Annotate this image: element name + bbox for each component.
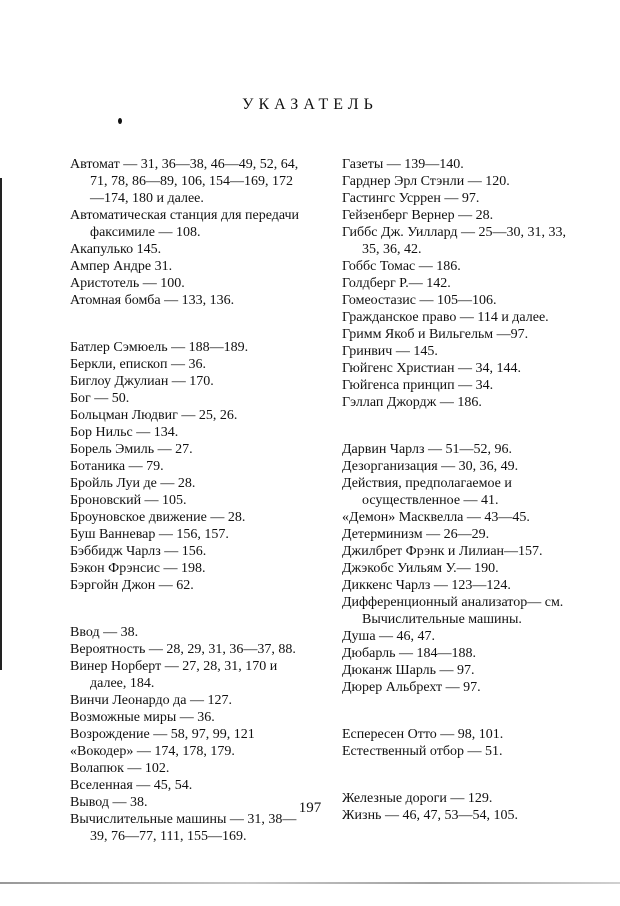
index-entry: Джилбрет Фрэнк и Лилиан—157. — [342, 544, 543, 559]
index-entry: Вычислительные машины — 31, 38—39, 76—77, 111, 155—169. — [70, 812, 297, 844]
index-entry: Гоббс Томас — 186. — [342, 259, 461, 274]
index-entry: Душа — 46, 47. — [342, 629, 436, 644]
index-entry: Дюбарль — 184—188. — [342, 646, 477, 661]
index-entry: Вывод — 38. — [70, 795, 148, 810]
index-entry: Батлер Сэмюель — 188—189. — [70, 340, 249, 355]
index-entry: Гейзенберг Вернер — 28. — [342, 208, 494, 223]
index-entry: «Демон» Масквелла — 43—45. — [342, 510, 530, 525]
index-entry: Детерминизм — 26—29. — [342, 527, 490, 542]
index-entry: Бэргойн Джон — 62. — [70, 578, 194, 593]
index-entry: Голдберг Р.— 142. — [342, 276, 451, 291]
index-entry: Бэкон Фрэнсис — 198. — [70, 561, 206, 576]
page-number: 197 — [298, 800, 322, 816]
index-group — [342, 441, 572, 696]
index-entry: Гарднер Эрл Стэнли — 120. — [342, 174, 510, 189]
index-entry: Действия, предполагаемое и осуществленное — 41. — [342, 476, 512, 508]
index-entry: Гюйгенса принцип — 34. — [342, 378, 494, 393]
group-spacer — [342, 411, 572, 441]
index-group — [70, 339, 302, 594]
index-entry: Гринвич — 145. — [342, 344, 438, 359]
index-entry: Борель Эмиль — 27. — [70, 442, 193, 457]
index-entry: Жизнь — 46, 47, 53—54, 105. — [342, 808, 518, 823]
ink-dot — [118, 118, 122, 124]
group-spacer — [342, 696, 572, 726]
index-group — [70, 156, 302, 309]
index-entry: Автоматическая станция для передачи факсимиле — 108. — [70, 208, 300, 240]
index-entry: Джэкобс Уильям У.— 190. — [342, 561, 499, 576]
index-group — [342, 156, 572, 411]
index-entry: Бор Нильс — 134. — [70, 425, 179, 440]
index-entry: Железные дороги — 129. — [342, 791, 493, 806]
index-entry: Гастингс Усррен — 97. — [342, 191, 480, 206]
page-title: УКАЗАТЕЛЬ — [242, 96, 378, 113]
index-column-right — [342, 156, 572, 824]
index-entry: Бэббидж Чарлз — 156. — [70, 544, 207, 559]
index-entry: Ввод — 38. — [70, 625, 139, 640]
index-entry: Аристотель — 100. — [70, 276, 185, 291]
index-entry: Гиббс Дж. Уиллард — 25—30, 31, 33, 35, 36, 42. — [342, 225, 567, 257]
index-entry: Ампер Андре 31. — [70, 259, 173, 274]
index-entry: Больцман Людвиг — 25, 26. — [70, 408, 238, 423]
index-entry: Гражданское право — 114 и далее. — [342, 310, 549, 325]
index-entry: Гримм Якоб и Вильгельм —97. — [342, 327, 529, 342]
index-column-left — [70, 156, 302, 845]
index-entry: Беркли, епископ — 36. — [70, 357, 207, 372]
index-group — [342, 726, 572, 760]
index-entry: Винер Норберт — 27, 28, 31, 170 и далее, 184. — [70, 659, 278, 691]
index-entry: Бройль Луи де — 28. — [70, 476, 196, 491]
index-entry: Возможные миры — 36. — [70, 710, 215, 725]
scan-edge-noise — [0, 882, 620, 884]
group-spacer — [70, 594, 302, 624]
index-entry: Винчи Леонардо да — 127. — [70, 693, 232, 708]
index-entry: Дюрер Альбрехт — 97. — [342, 680, 481, 695]
index-entry: Акапулько 145. — [70, 242, 162, 257]
group-spacer — [70, 309, 302, 339]
index-entry: Диккенс Чарлз — 123—124. — [342, 578, 511, 593]
index-entry: Гомеостазис — 105—106. — [342, 293, 497, 308]
index-entry: Дарвин Чарлз — 51—52, 96. — [342, 442, 513, 457]
scan-margin-line — [0, 178, 2, 670]
index-entry: Буш Ванневар — 156, 157. — [70, 527, 229, 542]
index-entry: «Вокодер» — 174, 178, 179. — [70, 744, 235, 759]
index-entry: Естественный отбор — 51. — [342, 744, 503, 759]
index-entry: Вселенная — 45, 54. — [70, 778, 193, 793]
index-entry: Гэллап Джордж — 186. — [342, 395, 482, 410]
index-entry: Дезорганизация — 30, 36, 49. — [342, 459, 519, 474]
index-entry: Броуновское движение — 28. — [70, 510, 246, 525]
index-entry: Газеты — 139—140. — [342, 157, 464, 172]
index-entry: Волапюк — 102. — [70, 761, 170, 776]
index-entry: Вероятность — 28, 29, 31, 36—37, 88. — [70, 642, 296, 657]
index-entry: Гюйгенс Христиан — 34, 144. — [342, 361, 521, 376]
group-spacer — [342, 760, 572, 790]
index-entry: Бог — 50. — [70, 391, 130, 406]
index-entry: Автомат — 31, 36—38, 46—49, 52, 64, 71, 78, 86—89, 106, 154—169, 172—174, 180 и далее. — [70, 157, 299, 206]
index-entry: Дюканж Шарль — 97. — [342, 663, 475, 678]
index-entry: Биглоу Джулиан — 170. — [70, 374, 214, 389]
index-entry: Ботаника — 79. — [70, 459, 164, 474]
index-entry: Атомная бомба — 133, 136. — [70, 293, 235, 308]
index-entry: Броновский — 105. — [70, 493, 187, 508]
index-entry: Еспересен Отто — 98, 101. — [342, 727, 504, 742]
index-entry: Дифференционный анализатор— см. Вычислительные машины. — [342, 595, 564, 627]
index-entry: Возрождение — 58, 97, 99, 121 — [70, 727, 255, 742]
